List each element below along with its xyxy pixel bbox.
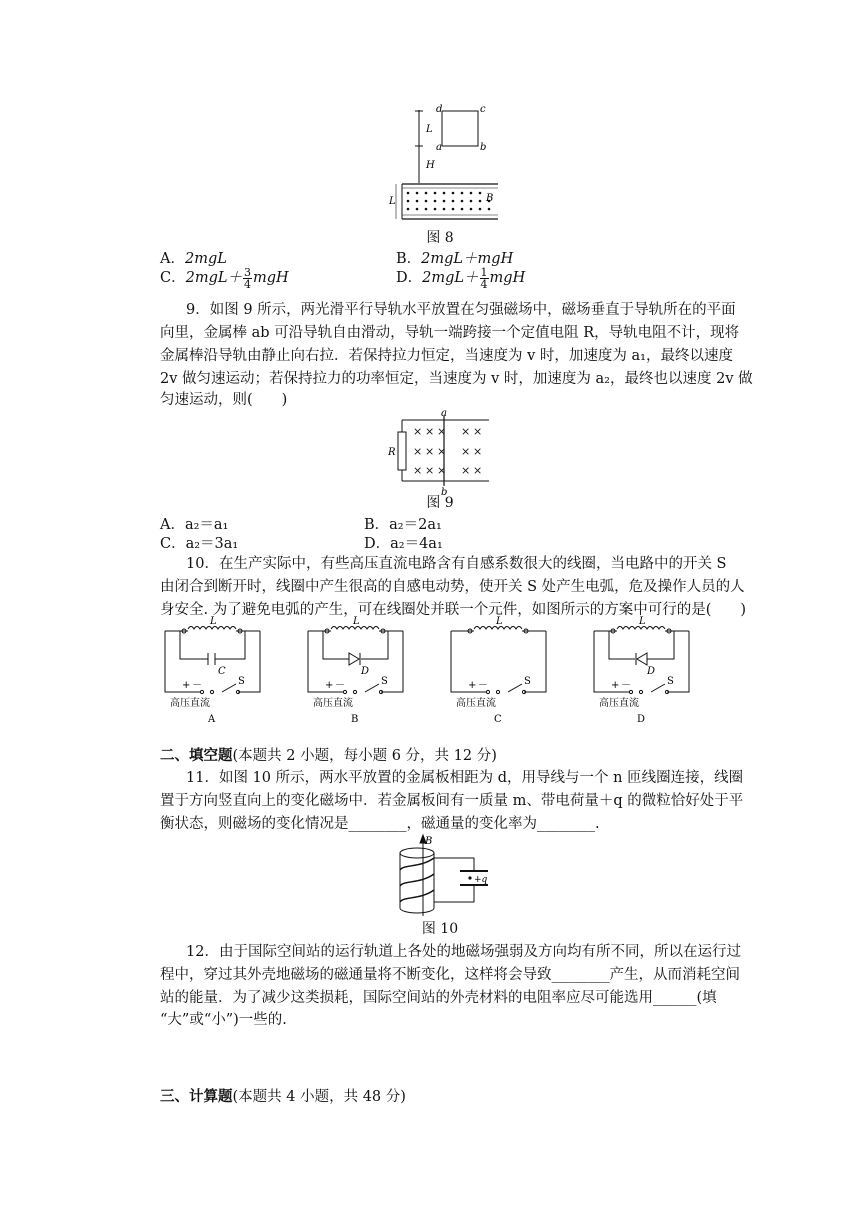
field-dot [443,192,446,195]
field-cross: × [461,425,471,438]
figure-9-diagram [385,410,495,496]
q9-option-b: B．a₂＝2a₁ [364,517,442,533]
hv-dc-label: 高压直流 [170,698,210,709]
field-cross: × [425,464,435,477]
q12-line-3: 站的能量．为了减少这类损耗，国际空间站的外壳材料的电阻率应尽可能选用______(填 [160,990,717,1006]
option-letter: A [208,714,216,725]
q8-option-b: B．2mgL＋mgH [396,251,514,267]
section-2-heading: 二、填空题(本题共 2 小题，每小题 6 分，共 12 分) [160,747,497,764]
field-dot [452,200,455,203]
switch-label-s: S [238,676,245,687]
element-label: D [361,666,370,677]
fig9-label-r: R [388,447,396,458]
field-cross: × [413,445,423,458]
q9-option-d: D．a₂＝4a₁ [364,536,443,552]
field-cross: × [473,464,483,477]
plus-sign: + [468,680,477,691]
field-cross: × [437,464,447,477]
q9-line-5: 匀速运动，则( ) [160,392,288,408]
field-dot [452,208,455,211]
q11-line-2: 置于方向竖直向上的变化磁场中．若金属板间有一质量 m、带电荷量＋q 的微粒恰好处于平 [160,793,744,809]
field-cross: × [473,445,483,458]
coil-label-l: L [496,616,503,627]
fig8-label-b: b [480,142,487,153]
hv-dc-label: 高压直流 [313,698,353,709]
square-loop [442,111,478,146]
field-dot [434,200,437,203]
circuit-option-b [303,614,413,726]
element-label: D [647,666,656,677]
option-letter: B [351,714,359,725]
field-dot [470,192,473,195]
field-dot [470,208,473,211]
charged-particle [468,876,471,879]
q8-option-a: A．2mgL [160,251,227,267]
minus-sign: － [621,680,631,691]
field-cross: × [425,425,435,438]
field-dot [452,192,455,195]
minus-sign: － [335,680,345,691]
field-dot [425,208,428,211]
q8-option-c: C．2mgL＋ $\frac{3}{4}$ mgH [160,265,289,291]
figure-10-caption: 图 10 [421,921,459,937]
field-dot [407,208,410,211]
fig10-label-b: B [425,836,433,847]
field-dot [443,208,446,211]
plus-sign: + [182,680,191,691]
field-dot [461,192,464,195]
switch-label-s: S [524,676,531,687]
circuit-option-c [446,614,556,726]
field-dot [407,200,410,203]
figure-10-diagram [390,834,500,920]
figure-9-caption: 图 9 [426,495,454,511]
field-cross: × [473,425,483,438]
q9-line-4: 2v 做匀速运动；若保持拉力的功率恒定，当速度为 v 时，加速度为 a₂，最终也以速度 2v 做 [160,371,753,387]
q12-line-1: 12．由于国际空间站的运行轨道上各处的地磁场强弱及方向均有所不同，所以在运行过 [186,944,741,960]
field-dot [425,200,428,203]
section-3-heading: 三、计算题(本题共 4 小题，共 48 分) [160,1088,406,1105]
element-label: C [218,666,226,677]
circuit-option-a [160,614,270,726]
field-dot [416,208,419,211]
option-letter: D [637,714,646,725]
circuit-option-d [589,614,699,726]
q10-circuit-options [160,614,700,726]
field-dot [434,192,437,195]
hv-dc-label: 高压直流 [599,698,639,709]
option-letter: C [494,714,502,725]
fig8-label-L: L [426,124,433,135]
fig8-label-H: H [426,160,435,171]
q10-line-2: 由闭合到断开时，线圈中产生很高的自感电动势，使开关 S 处产生电弧，危及操作人员的人 [160,579,745,595]
switch-label-s: S [381,676,388,687]
q8-option-d: D．2mgL＋ $\frac{1}{4}$ mgH [396,265,526,291]
q11-line-1: 11．如图 10 所示，两水平放置的金属板相距为 d，用导线与一个 n 匝线圈连接，线圈 [186,770,744,786]
field-dot [479,192,482,195]
coil-label-l: L [639,616,646,627]
q9-line-2: 向里，金属棒 ab 可沿导轨自由滑动，导轨一端跨接一个定值电阻 R，导轨电阻不计，现将 [160,325,740,341]
q11-line-3: 衡状态，则磁场的变化情况是________，磁通量的变化率为________. [160,816,600,832]
field-dot [488,208,491,211]
minus-sign: － [192,680,202,691]
field-dot [461,200,464,203]
q12-line-4: “大”或“小”)一些的. [160,1012,287,1028]
field-cross: × [413,464,423,477]
field-cross: × [461,445,471,458]
field-cross: × [437,425,447,438]
switch-label-s: S [667,676,674,687]
field-cross: × [425,445,435,458]
fig9-label-b: b [441,487,448,498]
field-dot [470,200,473,203]
fig10-label-q: +q [474,875,488,885]
field-cross: × [413,425,423,438]
q9-line-1: 9．如图 9 所示，两光滑平行导轨水平放置在匀强磁场中，磁场垂直于导轨所在的平面 [186,302,736,318]
field-dot [461,208,464,211]
q10-line-1: 10．在生产实际中，有些高压直流电路含有自感系数很大的线圈，当电路中的开关 S [186,556,727,572]
coil-label-l: L [210,616,217,627]
figure-8-caption: 图 8 [426,230,454,246]
fig8-label-d: d [436,104,443,115]
fig8-label-L2: L [389,196,396,207]
q10-line-3: 身安全. 为了避免电弧的产生，可在线圈处并联一个元件，如图所示的方案中可行的是( ) [160,602,747,618]
field-dot [407,192,410,195]
field-dot [416,192,419,195]
field-dot [479,208,482,211]
fig8-label-a: a [436,142,442,153]
field-cross: × [461,464,471,477]
field-cross: × [437,445,447,458]
hv-dc-label: 高压直流 [456,698,496,709]
plus-sign: + [325,680,334,691]
fig9-label-a: a [441,408,447,419]
fig8-label-c: c [480,104,486,115]
q12-line-2: 程中，穿过其外壳地磁场的磁通量将不断变化，这样将会导致________产生，从而消耗空间 [160,967,740,983]
minus-sign: － [478,680,488,691]
coil-label-l: L [353,616,360,627]
field-dot [425,192,428,195]
plus-sign: + [611,680,620,691]
q9-option-a: A．a₂＝a₁ [160,517,229,533]
q9-option-c: C．a₂＝3a₁ [160,536,239,552]
figure-8-diagram [390,100,505,228]
field-dot [479,200,482,203]
field-dot [443,200,446,203]
field-dot [416,200,419,203]
fig8-label-B: B [486,193,494,204]
resistor-r [398,432,406,470]
field-dot [434,208,437,211]
q9-line-3: 金属棒沿导轨由静止向右拉．若保持拉力恒定，当速度为 v 时，加速度为 a₁，最终以速度 [160,348,733,364]
